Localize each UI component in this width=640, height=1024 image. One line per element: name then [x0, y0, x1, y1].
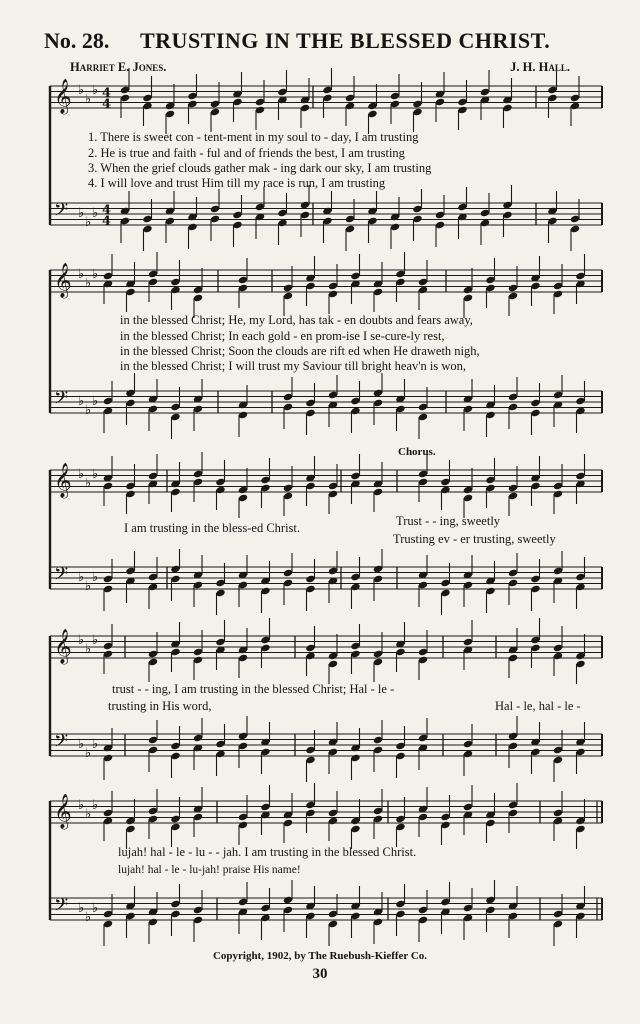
- flat-icon: ♭: [85, 215, 92, 230]
- verse-1-line: 1. There is sweet con - tent-ment in my soul to - day, I am trusting: [88, 130, 419, 144]
- flat-icon: ♭: [92, 83, 99, 98]
- verse-3-continuation: in the blessed Christ; Soon the clouds are rift ed when He draweth nigh,: [120, 344, 480, 358]
- time-signature-bottom: 4: [102, 214, 112, 229]
- flat-icon: ♭: [78, 570, 85, 585]
- chorus-line-1-b: Trust - - ing, sweetly: [396, 514, 501, 528]
- bass-clef-icon: 𝄢: [54, 564, 69, 589]
- flat-icon: ♭: [85, 276, 92, 291]
- treble-clef-icon: 𝄞: [54, 79, 72, 114]
- chorus-label: Chorus.: [398, 446, 436, 458]
- chorus-line-3-echo: lujah! hal - le - lu-jah! praise His name!: [118, 864, 301, 876]
- bass-clef-icon: 𝄢: [54, 200, 69, 225]
- flat-icon: ♭: [85, 642, 92, 657]
- treble-clef-icon: 𝄞: [54, 263, 72, 298]
- flat-icon: ♭: [78, 901, 85, 916]
- chorus-line-2-echo-a: trusting in His word,: [108, 699, 212, 713]
- verse-4-continuation: in the blessed Christ; I will trust my Saviour till bright heav'n is won,: [120, 359, 466, 373]
- flat-icon: ♭: [92, 267, 99, 282]
- verse-1-continuation: in the blessed Christ; He, my Lord, has tak - en doubts and fears away,: [120, 313, 473, 327]
- flat-icon: ♭: [78, 83, 85, 98]
- flat-icon: ♭: [78, 737, 85, 752]
- flat-icon: ♭: [78, 633, 85, 648]
- verse-4-line: 4. I will love and trust Him till my race is run, I am trusting: [88, 176, 386, 190]
- treble-clef-icon: 𝄞: [54, 629, 72, 664]
- flat-icon: ♭: [78, 206, 85, 221]
- flat-icon: ♭: [92, 633, 99, 648]
- hymn-title: TRUSTING IN THE BLESSED CHRIST.: [140, 28, 551, 53]
- flat-icon: ♭: [78, 394, 85, 409]
- time-signature-top: 4: [102, 203, 112, 218]
- flat-icon: ♭: [92, 206, 99, 221]
- chorus-line-2-echo-b: Hal - le, hal - le -: [495, 699, 581, 713]
- chorus-line-2: trust - - ing, I am trusting in the blessed Christ; Hal - le -: [112, 682, 395, 696]
- flat-icon: ♭: [92, 570, 99, 585]
- flat-icon: ♭: [85, 746, 92, 761]
- bass-clef-icon: 𝄢: [54, 895, 69, 920]
- flat-icon: ♭: [92, 798, 99, 813]
- flat-icon: ♭: [85, 476, 92, 491]
- time-signature-top: 4: [102, 86, 112, 101]
- treble-clef-icon: 𝄞: [54, 463, 72, 498]
- flat-icon: ♭: [92, 394, 99, 409]
- flat-icon: ♭: [85, 910, 92, 925]
- flat-icon: ♭: [85, 92, 92, 107]
- verse-2-line: 2. He is true and faith - ful and of friends the best, I am trusting: [88, 146, 405, 160]
- flat-icon: ♭: [78, 267, 85, 282]
- flat-icon: ♭: [92, 737, 99, 752]
- flat-icon: ♭: [92, 467, 99, 482]
- bass-clef-icon: 𝄢: [54, 731, 69, 756]
- flat-icon: ♭: [78, 467, 85, 482]
- flat-icon: ♭: [85, 579, 92, 594]
- page-number: 30: [312, 966, 328, 982]
- flat-icon: ♭: [92, 901, 99, 916]
- flat-icon: ♭: [78, 798, 85, 813]
- chorus-line-1: I am trusting in the bless-ed Christ.: [124, 521, 301, 535]
- verse-3-line: 3. When the grief clouds gather mak - ing dark our sky, I am trusting: [88, 161, 432, 175]
- hymn-number: No. 28.: [44, 28, 110, 53]
- chorus-line-1-echo: Trusting ev - er trusting, sweetly: [393, 532, 556, 546]
- chorus-line-3: lujah! hal - le - lu - - jah. I am trusting in the blessed Christ.: [118, 845, 417, 859]
- treble-clef-icon: 𝄞: [54, 794, 72, 829]
- lyricist-name: Harriet E. Jones.: [70, 60, 167, 74]
- flat-icon: ♭: [85, 807, 92, 822]
- time-signature-bottom: 4: [102, 97, 112, 112]
- composer-name: J. H. Hall.: [510, 60, 570, 74]
- copyright-notice: Copyright, 1902, by The Ruebush-Kieffer Co.: [212, 950, 428, 962]
- verse-2-continuation: in the blessed Christ; In each gold - en prom-ise I se-cure-ly rest,: [120, 329, 445, 343]
- flat-icon: ♭: [85, 403, 92, 418]
- bass-clef-icon: 𝄢: [54, 388, 69, 413]
